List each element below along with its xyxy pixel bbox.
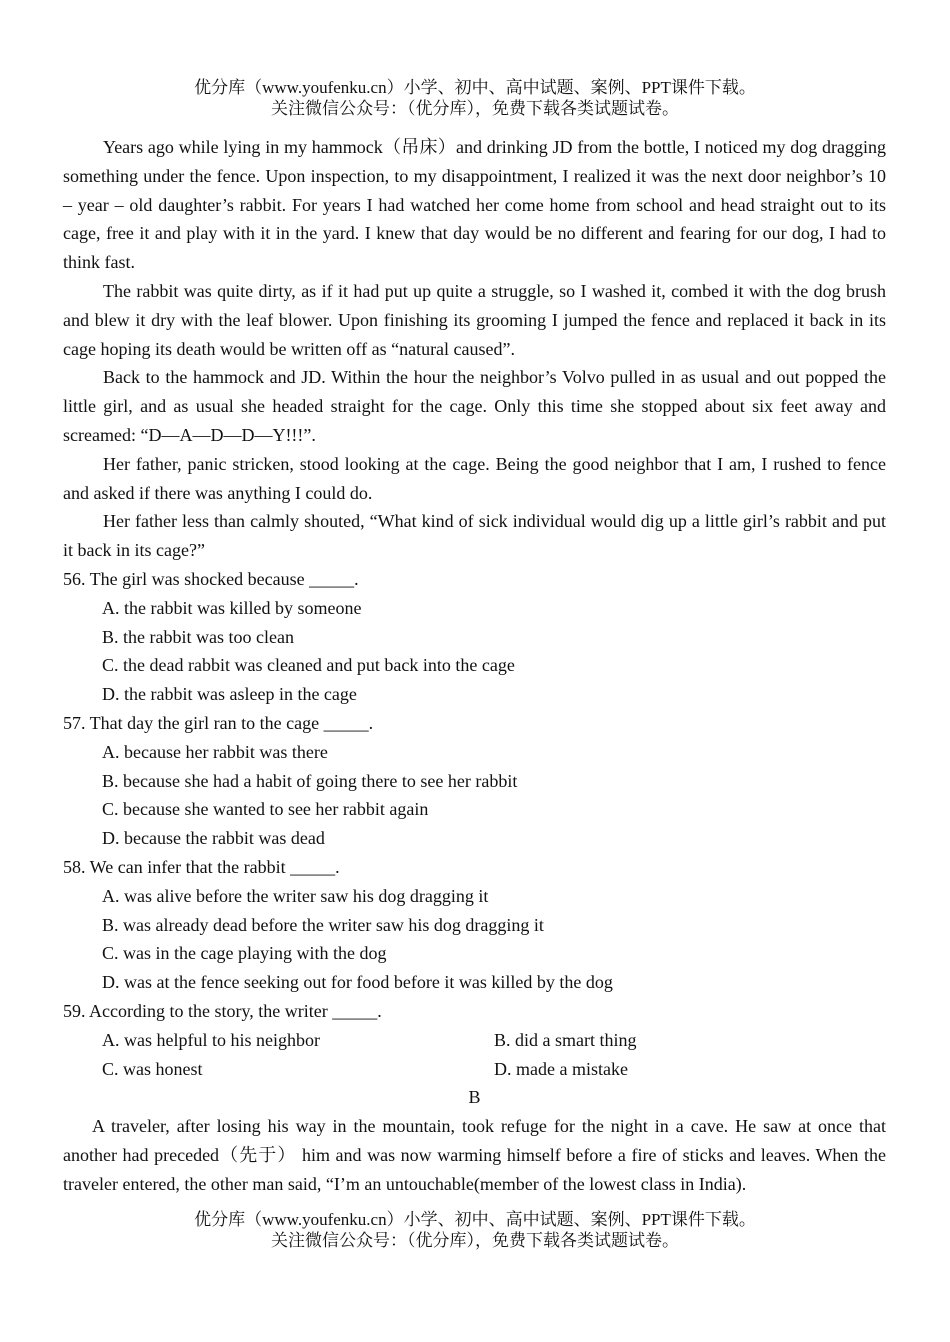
option-d: D. made a mistake bbox=[494, 1058, 628, 1079]
header-line-2: 关注微信公众号：（优分库），免费下载各类试题试卷。 bbox=[271, 99, 679, 118]
passage-a-paragraph-4: Her father, panic stricken, stood looking at the cage. Being the good neighbor that I am, I rushed to fence and asked if there was anything I could do. bbox=[63, 453, 886, 503]
option-a: A. was alive before the writer saw his dog dragging it bbox=[102, 885, 489, 906]
header-line-1: 优分库（www.youfenku.cn）小学、初中、高中试题、案例、PPT课件下载。 bbox=[194, 78, 756, 97]
option-c: C. was in the cage playing with the dog bbox=[102, 943, 387, 964]
document-body bbox=[63, 133, 886, 1198]
section-b-heading: B bbox=[468, 1087, 481, 1108]
question-57 bbox=[63, 709, 886, 853]
footer-line-2: 关注微信公众号：（优分库），免费下载各类试题试卷。 bbox=[271, 1231, 679, 1250]
option-c: C. the dead rabbit was cleaned and put back into the cage bbox=[102, 655, 515, 676]
question-59 bbox=[63, 997, 886, 1083]
option-b: B. the rabbit was too clean bbox=[102, 626, 294, 647]
option-c: C. was honest bbox=[102, 1058, 203, 1079]
question-stem: 56. The girl was shocked because _____. bbox=[63, 568, 359, 589]
passage-a-paragraph-1: Years ago while lying in my hammock（吊床）and drinking JD from the bottle, I noticed my dog dragging something under the fence. Upon inspection, to my disappointment, I realized it was the next door neighbor’s 10 – year – old daughter’s rabbit. For years I had watched her come home from school and head straight out to its cage, free it and play with it in the yard. I knew that day would be no different and fearing for our dog, I had to think fast. bbox=[63, 137, 886, 273]
option-a: A. because her rabbit was there bbox=[102, 741, 328, 762]
option-b: B. did a smart thing bbox=[494, 1029, 637, 1050]
option-d: D. because the rabbit was dead bbox=[102, 828, 325, 849]
option-d: D. was at the fence seeking out for food before it was killed by the dog bbox=[102, 972, 613, 993]
passage-a-paragraph-3: Back to the hammock and JD. Within the hour the neighbor’s Volvo pulled in as usual and out popped the little girl, and as usual she headed straight for the cage. Only this time she stopped about six feet away and screamed: “D—A—D—D—Y!!!”. bbox=[63, 367, 886, 445]
option-b: B. was already dead before the writer saw his dog dragging it bbox=[102, 914, 544, 935]
question-stem: 58. We can infer that the rabbit _____. bbox=[63, 856, 340, 877]
page-header bbox=[0, 77, 950, 119]
footer-line-1: 优分库（www.youfenku.cn）小学、初中、高中试题、案例、PPT课件下载。 bbox=[194, 1210, 756, 1229]
question-stem: 59. According to the story, the writer _____. bbox=[63, 1000, 382, 1021]
option-a: A. was helpful to his neighbor bbox=[102, 1029, 320, 1050]
page-footer bbox=[0, 1209, 950, 1251]
option-row bbox=[63, 1026, 886, 1055]
option-row bbox=[63, 1055, 886, 1084]
option-c: C. because she wanted to see her rabbit again bbox=[102, 799, 429, 820]
option-b: B. because she had a habit of going there to see her rabbit bbox=[102, 770, 518, 791]
passage-b-paragraph-1: A traveler, after losing his way in the mountain, took refuge for the night in a cave. He saw at once that another had preceded（先于） him and was now warming himself before a fire of sticks and leaves. When the traveler entered, the other man said, “I’m an untouchable(member of the lowest class in India). bbox=[63, 1116, 886, 1194]
passage-a-paragraph-2: The rabbit was quite dirty, as if it had put up quite a struggle, so I washed it, combed it with the dog brush and blew it dry with the leaf blower. Upon finishing its grooming I jumped the fence and replaced it back in its cage hoping its death would be written off as “natural caused”. bbox=[63, 280, 886, 359]
passage-a-paragraph-5: Her father less than calmly shouted, “What kind of sick individual would dig up a little girl’s rabbit and put it back in its cage?” bbox=[63, 511, 886, 561]
option-d: D. the rabbit was asleep in the cage bbox=[102, 684, 357, 705]
option-a: A. the rabbit was killed by someone bbox=[102, 597, 362, 618]
question-58 bbox=[63, 853, 886, 997]
question-56 bbox=[63, 565, 886, 709]
question-stem: 57. That day the girl ran to the cage _____. bbox=[63, 712, 374, 733]
